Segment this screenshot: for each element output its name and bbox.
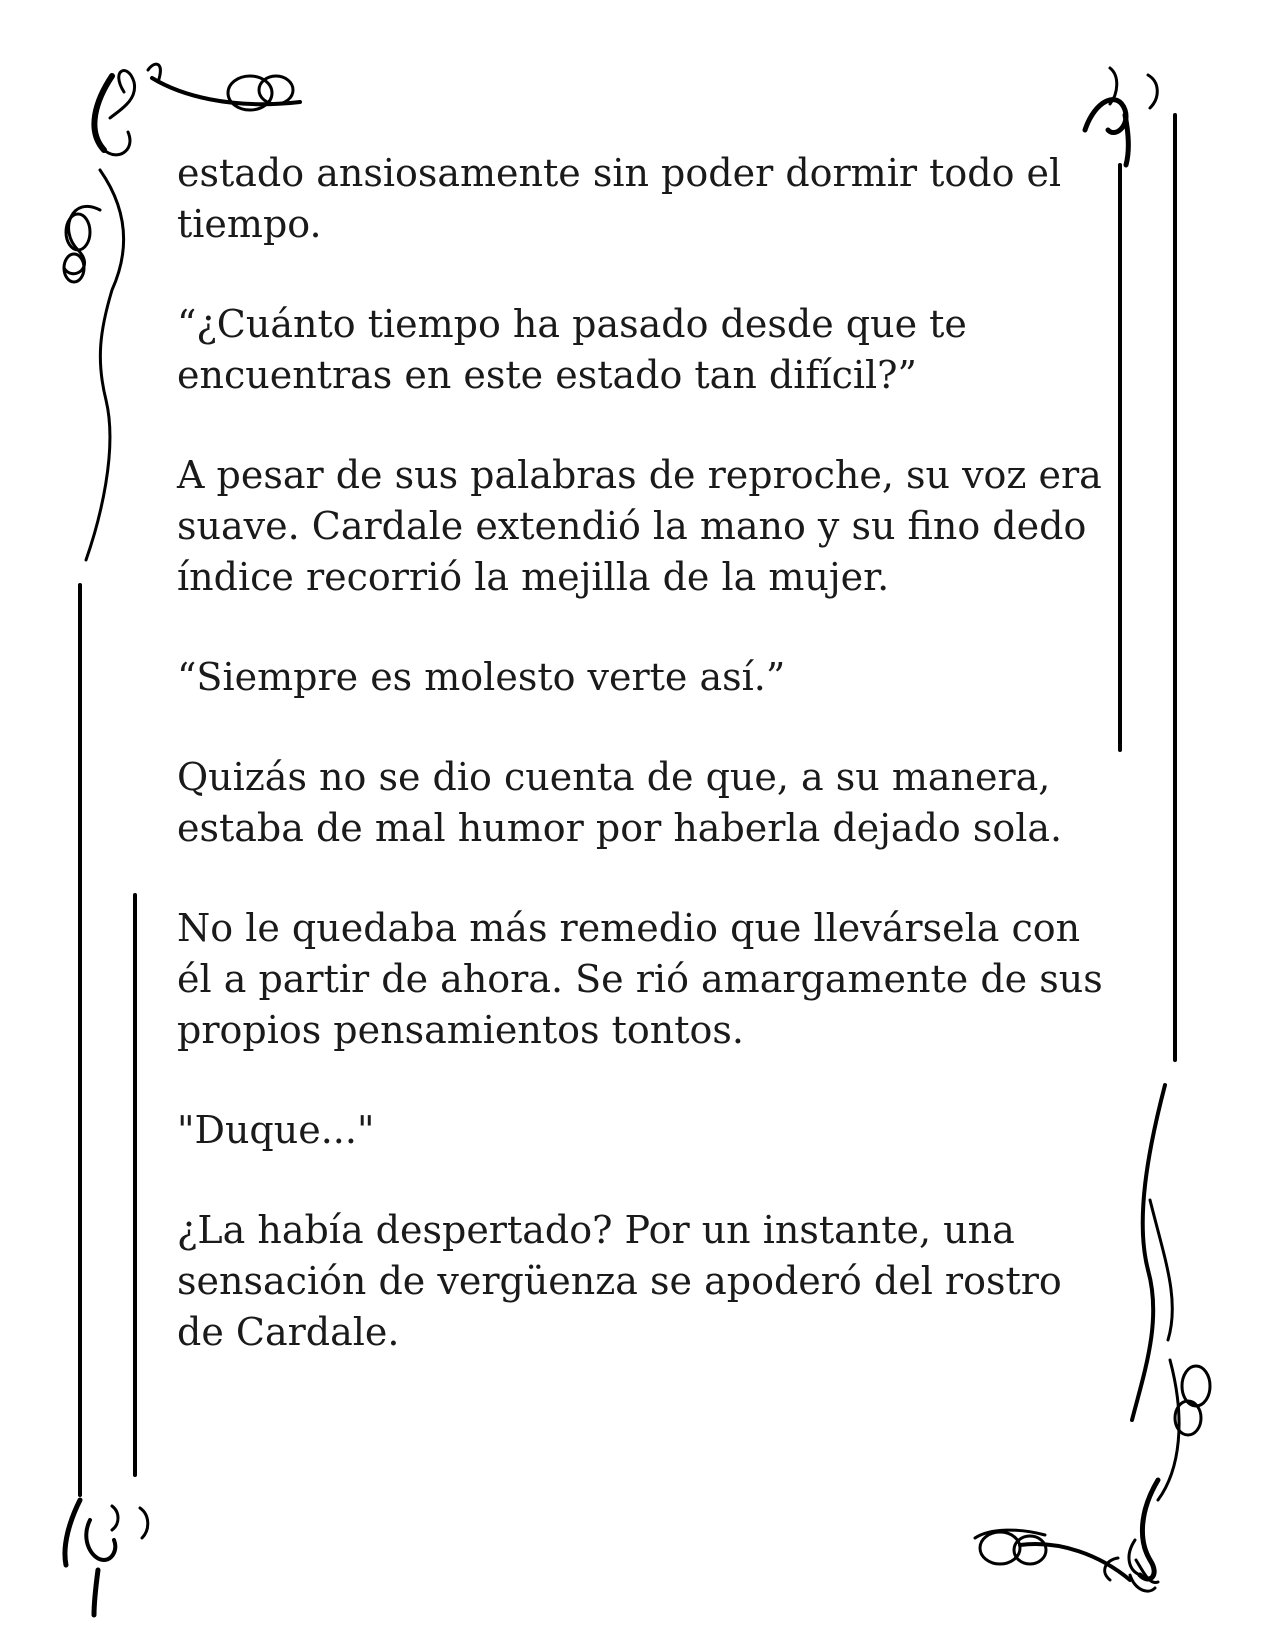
story-text [177,148,1117,1407]
paragraph: Quizás no se dio cuenta de que, a su manera, estaba de mal humor por haberla dejado sola. [177,755,1063,850]
paragraph: “Siempre es molesto verte así.” [177,655,786,699]
paragraph: No le quedaba más remedio que llevársela con él a partir de ahora. Se rió amargamente de sus propios pensamientos tontos. [177,906,1103,1052]
paragraph: “¿Cuánto tiempo ha pasado desde que te encuentras en este estado tan difícil?” [177,302,967,397]
paragraph: ¿La había despertado? Por un instante, una sensación de vergüenza se apoderó del rostro de Cardale. [177,1208,1062,1354]
paragraph: A pesar de sus palabras de reproche, su voz era suave. Cardale extendió la mano y su fino dedo índice recorrió la mejilla de la mujer. [177,453,1102,599]
paragraph: "Duque..." [177,1108,375,1152]
paragraph: estado ansiosamente sin poder dormir todo el tiempo. [177,151,1062,246]
flourish-bottom-left-icon [65,1500,148,1615]
